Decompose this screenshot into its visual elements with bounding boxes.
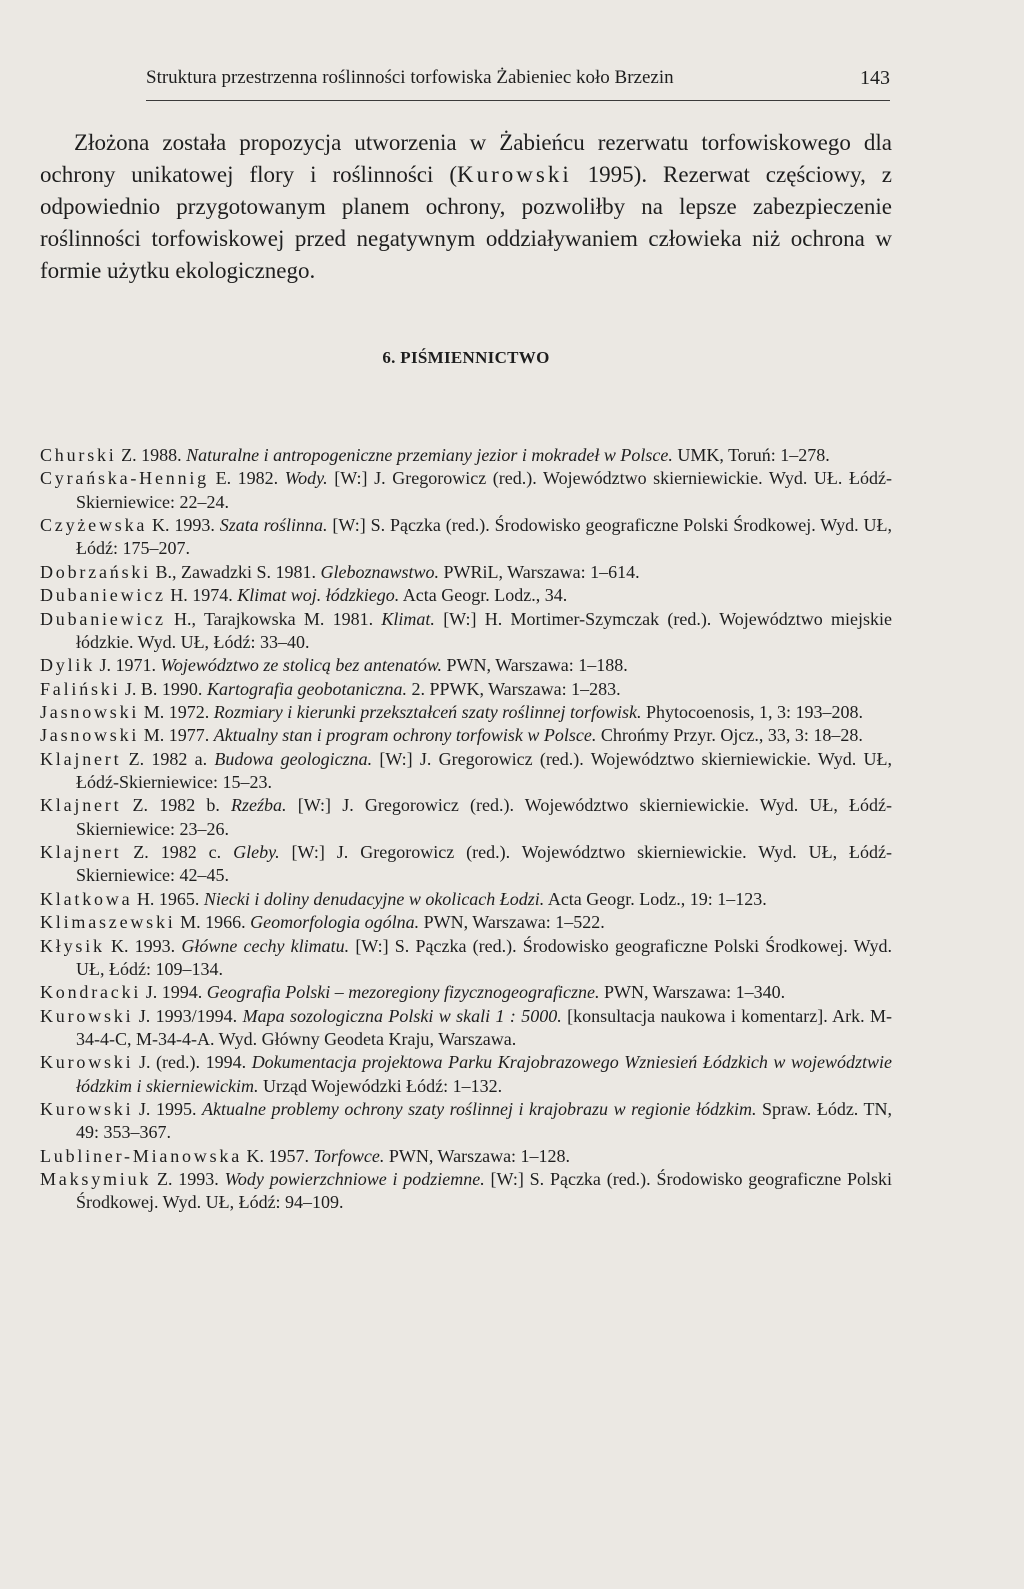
- reference-author: Dylik: [40, 655, 96, 676]
- reference-entry: [40, 794, 892, 841]
- reference-entry: [40, 678, 892, 701]
- reference-entry: [40, 584, 892, 607]
- reference-author: Czyżewska: [40, 515, 148, 536]
- reference-publication: [W:] H. Mortimer-Szymczak (red.). Województwo miejskie łódzkie. Wyd. UŁ, Łódź: 33–40.: [76, 608, 893, 652]
- reference-author: Kondracki: [40, 982, 142, 1003]
- reference-publication: [konsultacja naukowa i komentarz]. Ark. M-34-4-C, M-34-4-A. Wyd. Główny Geodeta Kraju, Warszawa.: [76, 1005, 892, 1050]
- reference-meta: H., Tarajkowska M. 1981.: [165, 608, 382, 629]
- reference-meta: K. 1993.: [104, 935, 182, 956]
- reference-meta: Z. 1982 a.: [121, 748, 215, 769]
- reference-meta: J. 1971.: [95, 655, 161, 676]
- reference-list: [40, 444, 892, 1215]
- reference-title: Mapa sozologiczna Polski w skali 1 : 5000.: [242, 1005, 562, 1026]
- reference-entry: [40, 1005, 892, 1052]
- intro-cited-author: Kurowski: [457, 162, 572, 187]
- intro-text-part-1: Złożona została propozycja utworzenia w Żabieńcu rezerwatu torfowiskowego dla ochrony unikatowej flory i roślinności (: [40, 130, 892, 187]
- reference-entry: [40, 981, 892, 1004]
- reference-meta: K. 1993.: [147, 515, 220, 536]
- reference-author: Lubliner-Mianowska: [40, 1145, 243, 1166]
- reference-publication: Acta Geogr. Lodz., 19: 1–123.: [544, 888, 767, 909]
- reference-meta: Z. 1982 b.: [121, 795, 232, 816]
- reference-meta: Z. 1988.: [116, 445, 187, 465]
- reference-publication: [W:] J. Gregorowicz (red.). Województwo skierniewickie. Wyd. UŁ, Łódź-Skierniewice: 42–45.: [76, 842, 892, 886]
- reference-publication: UMK, Toruń: 1–278.: [672, 445, 830, 465]
- reference-meta: Z. 1982 c.: [121, 842, 234, 863]
- reference-author: Jasnowski: [40, 702, 140, 723]
- header-rule: [146, 100, 890, 101]
- intro-text: [40, 127, 892, 287]
- reference-title: Klimat woj. łódzkiego.: [237, 585, 400, 606]
- reference-title: Rzeźba.: [231, 795, 287, 816]
- reference-entry: [40, 1098, 892, 1145]
- reference-author: Dubaniewicz: [40, 608, 166, 629]
- reference-title: Wody powierzchniowe i podziemne.: [224, 1169, 485, 1190]
- reference-meta: M. 1977.: [139, 725, 214, 746]
- reference-publication: PWN, Warszawa: 1–128.: [384, 1145, 571, 1166]
- reference-title: Gleboznawstwo.: [320, 561, 439, 582]
- reference-entry: [40, 444, 892, 467]
- reference-author: Kurowski: [40, 1099, 134, 1120]
- reference-publication: [W:] J. Gregorowicz (red.). Województwo skierniewickie. Wyd. UŁ. Łódź-Skierniewice: 22–24.: [76, 468, 892, 512]
- reference-title: Aktualny stan i program ochrony torfowisk w Polsce.: [213, 725, 597, 746]
- reference-meta: M. 1966.: [175, 912, 251, 933]
- reference-entry: [40, 514, 892, 561]
- reference-publication: PWN, Warszawa: 1–340.: [599, 982, 786, 1003]
- reference-entry: [40, 748, 892, 795]
- reference-publication: PWN, Warszawa: 1–188.: [442, 655, 628, 676]
- reference-meta: J. 1993/1994.: [133, 1005, 243, 1026]
- reference-title: Klimat.: [381, 608, 435, 629]
- reference-publication: [W:] S. Pączka (red.). Środowisko geograficzne Polski Środkowej. Wyd. UŁ, Łódź: 109–134.: [76, 935, 892, 979]
- reference-entry: [40, 701, 892, 724]
- reference-author: Churski: [40, 445, 117, 465]
- reference-publication: 2. PPWK, Warszawa: 1–283.: [406, 678, 621, 699]
- reference-author: Maksymiuk: [40, 1169, 152, 1190]
- reference-meta: J. B. 1990.: [120, 678, 207, 699]
- reference-author: Klajnert: [40, 795, 122, 816]
- reference-author: Faliński: [40, 678, 121, 699]
- reference-meta: J. 1995.: [133, 1099, 202, 1120]
- reference-title: Wody.: [284, 468, 328, 489]
- reference-meta: Z. 1993.: [151, 1169, 225, 1190]
- reference-author: Klimaszewski: [40, 912, 176, 933]
- reference-title: Aktualne problemy ochrony szaty roślinnej i krajobrazu w regionie łódzkim.: [201, 1099, 757, 1120]
- reference-title: Województwo ze stolicą bez antenatów.: [160, 655, 443, 676]
- reference-meta: J. 1994.: [141, 982, 207, 1003]
- reference-entry: [40, 1145, 892, 1168]
- reference-title: Rozmiary i kierunki przekształceń szaty roślinnej torfowisk.: [213, 702, 642, 723]
- reference-author: Kurowski: [40, 1005, 134, 1026]
- reference-entry: [40, 724, 892, 747]
- reference-publication: Spraw. Łódz. TN, 49: 353–367.: [76, 1099, 892, 1143]
- reference-title: Niecki i doliny denudacyjne w okolicach Łodzi.: [203, 888, 545, 909]
- reference-entry: [40, 935, 892, 982]
- reference-author: Jasnowski: [40, 725, 140, 746]
- reference-author: Klajnert: [40, 748, 122, 769]
- reference-author: Dubaniewicz: [40, 585, 166, 606]
- reference-title: Naturalne i antropogeniczne przemiany jezior i mokradeł w Polsce.: [186, 445, 673, 465]
- reference-meta: E. 1982.: [208, 468, 285, 489]
- intro-paragraph: [40, 127, 892, 287]
- reference-entry: [40, 841, 892, 888]
- reference-title: Budowa geologiczna.: [214, 748, 373, 769]
- reference-entry: [40, 654, 892, 677]
- reference-entry: [40, 561, 892, 584]
- reference-author: Kłysik: [40, 935, 105, 956]
- reference-author: Klatkowa: [40, 888, 133, 909]
- reference-title: Dokumentacja projektowa Parku Krajobrazowego Wzniesień Łódzkich w województwie łódzkim i skierniewickim.: [76, 1052, 892, 1096]
- reference-author: Klajnert: [40, 842, 122, 863]
- intro-text-part-2: 1995). Rezerwat częściowy, z odpowiednio przygotowanym planem ochrony, pozwoliłby na lepsze zabezpieczenie roślinności torfowiskowej przed negatywnym oddziaływaniem człowieka niż ochrona w formie użytku ekologicznego.: [40, 162, 893, 283]
- reference-author: Cyrańska-Hennig: [40, 468, 209, 489]
- reference-publication: [W:] S. Pączka (red.). Środowisko geograficzne Polski Środkowej. Wyd. UŁ, Łódź: 175–207.: [76, 515, 893, 559]
- reference-entry: [40, 467, 892, 514]
- reference-publication: Acta Geogr. Lodz., 34.: [399, 585, 568, 606]
- reference-publication: PWRiL, Warszawa: 1–614.: [438, 561, 640, 582]
- reference-author: Dobrzański: [40, 561, 151, 582]
- reference-title: Główne cechy klimatu.: [181, 935, 350, 956]
- reference-meta: J. (red.). 1994.: [133, 1052, 252, 1073]
- reference-meta: K. 1957.: [242, 1145, 314, 1166]
- reference-publication: Phytocoenosis, 1, 3: 193–208.: [641, 702, 864, 723]
- reference-publication: [W:] J. Gregorowicz (red.). Województwo skierniewickie. Wyd. UŁ, Łódź-Skierniewice: 15–23.: [76, 748, 892, 793]
- reference-title: Szata roślinna.: [219, 515, 328, 536]
- reference-entry: [40, 1168, 892, 1215]
- reference-entry: [40, 888, 892, 911]
- reference-meta: M. 1972.: [139, 702, 214, 723]
- reference-publication: Chrońmy Przyr. Ojcz., 33, 3: 18–28.: [596, 725, 863, 746]
- reference-author: Kurowski: [40, 1052, 134, 1073]
- reference-meta: H. 1974.: [165, 585, 238, 606]
- reference-publication: Urząd Wojewódzki Łódź: 1–132.: [258, 1075, 503, 1096]
- reference-title: Gleby.: [233, 842, 280, 863]
- reference-entry: [40, 608, 892, 655]
- reference-publication: [W:] J. Gregorowicz (red.). Województwo skierniewickie. Wyd. UŁ, Łódź-Skierniewice: 23–26.: [76, 795, 892, 839]
- reference-meta: B., Zawadzki S. 1981.: [150, 561, 321, 582]
- running-title: Struktura przestrzenna roślinności torfowiska Żabieniec koło Brzezin: [146, 67, 674, 88]
- reference-entry: [40, 911, 892, 934]
- reference-title: Kartografia geobotaniczna.: [206, 678, 407, 699]
- reference-entry: [40, 1051, 892, 1098]
- page-number: 143: [860, 67, 890, 89]
- reference-publication: PWN, Warszawa: 1–522.: [419, 912, 605, 933]
- reference-title: Torfowce.: [313, 1145, 385, 1166]
- reference-meta: H. 1965.: [132, 888, 204, 909]
- reference-title: Geografia Polski – mezoregiony fizycznogeograficzne.: [206, 982, 600, 1003]
- reference-publication: [W:] S. Pączka (red.). Środowisko geograficzne Polski Środkowej. Wyd. UŁ, Łódź: 94–109.: [76, 1169, 893, 1213]
- reference-title: Geomorfologia ogólna.: [250, 912, 420, 933]
- section-title: 6. PIŚMIENNICTWO: [382, 348, 550, 367]
